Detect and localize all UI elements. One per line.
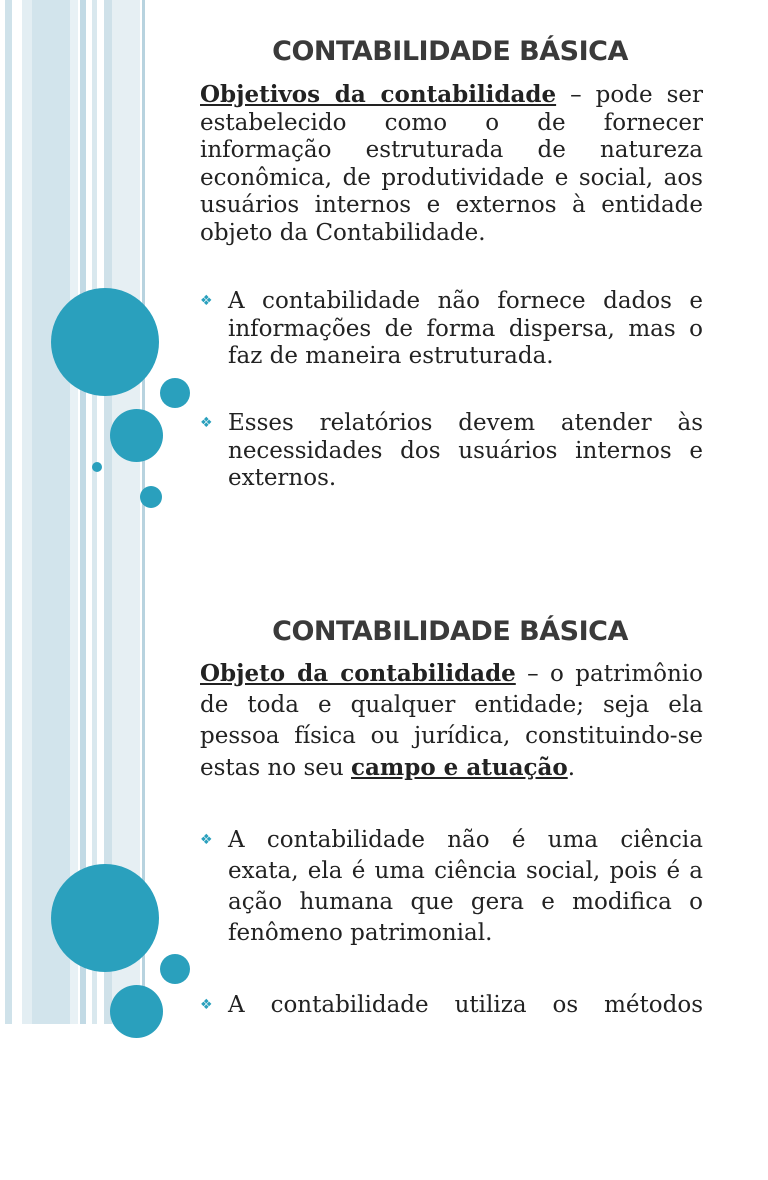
emphasis-text: campo e atuação [351, 754, 568, 781]
diamond-bullet-icon: ❖ [200, 997, 213, 1013]
decorative-circle-small [160, 954, 190, 984]
slide-title: CONTABILIDADE BÁSICA [272, 616, 628, 647]
bullet-item [200, 410, 703, 493]
slide-title: CONTABILIDADE BÁSICA [272, 36, 628, 67]
paragraph-end: . [567, 755, 576, 781]
diamond-bullet-icon: ❖ [200, 415, 213, 431]
bullet-text: A contabilidade não é uma ciência exata, ela é uma ciência social, pois é a ação humana que gera e modifica o fenômeno patrimonial. [228, 827, 703, 946]
decorative-circle-medium [110, 985, 163, 1038]
bullet-item [200, 288, 703, 371]
paragraph-lead: Objeto da contabilidade [200, 660, 516, 687]
bullet-text: Esses relatórios devem atender às necessidades dos usuários internos e externos. [228, 410, 703, 491]
paragraph-body: – pode ser estabelecido como o de fornecer informação estruturada de natureza econômica, de produtividade e social, aos usuários internos e externos à entidade objeto da Contabilidade. [200, 82, 703, 246]
diamond-bullet-icon: ❖ [200, 293, 213, 309]
bullet-item [200, 825, 703, 949]
definition-paragraph [200, 658, 703, 784]
decorative-circle-large [51, 288, 159, 396]
paragraph-body: – o patrimônio de toda e qualquer entidade; seja ela pessoa física ou jurídica, constituindo-se estas no seu [200, 661, 703, 781]
decorative-circle-large [51, 864, 159, 972]
slide-2 [0, 590, 768, 1180]
definition-paragraph [200, 81, 703, 247]
decorative-circle-small [160, 378, 190, 408]
bullet-text: A contabilidade utiliza os métodos [228, 992, 703, 1018]
bullet-text: A contabilidade não fornece dados e informações de forma dispersa, mas o faz de maneira estruturada. [228, 288, 703, 369]
bullet-item [200, 990, 703, 1021]
decorative-circle-small [140, 486, 162, 508]
decorative-circle-medium [110, 409, 163, 462]
paragraph-lead: Objetivos da contabilidade [200, 81, 557, 108]
decorative-dot [92, 462, 102, 472]
diamond-bullet-icon: ❖ [200, 832, 213, 848]
